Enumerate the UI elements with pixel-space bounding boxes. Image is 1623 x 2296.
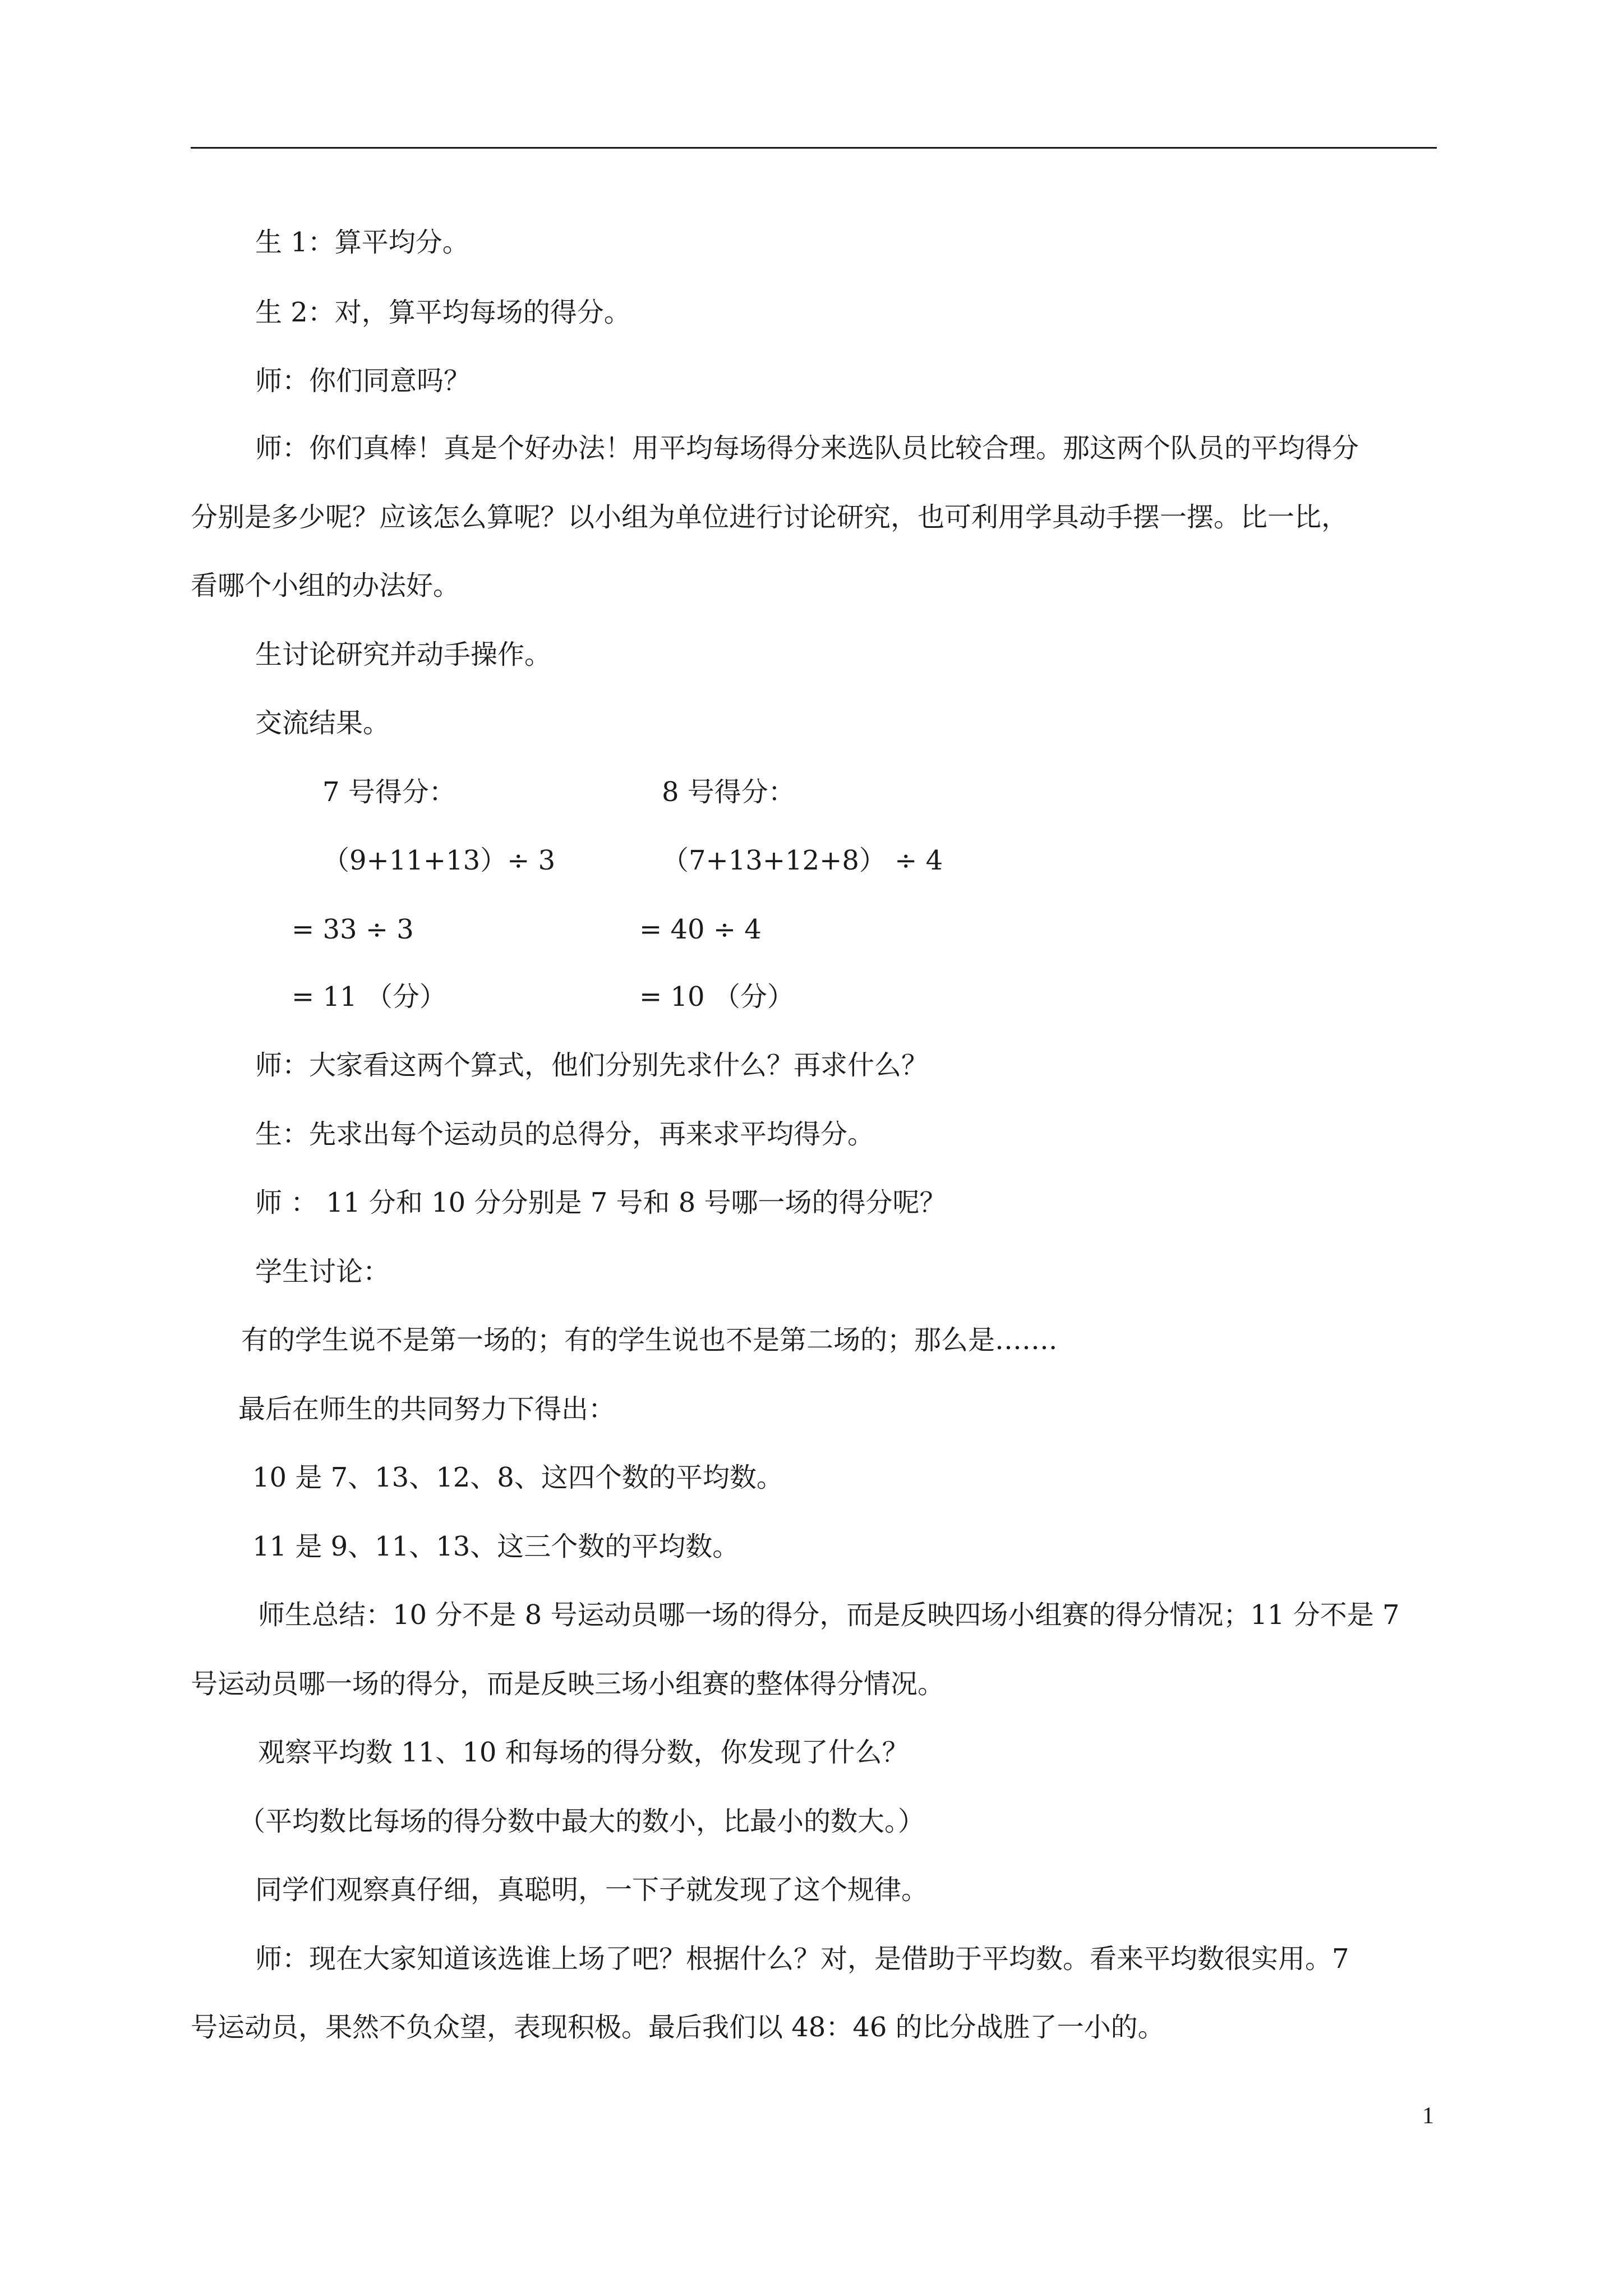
text-line: 生 2：对，算平均每场的得分。 [255, 297, 631, 328]
text-line: 生 1：算平均分。 [255, 227, 469, 258]
text-line: 师：大家看这两个算式，他们分别先求什么？再求什么？ [255, 1050, 929, 1081]
text-line: 11 是 9、11、13、这三个数的平均数。 [252, 1531, 740, 1562]
text-line: 学生讨论： [255, 1256, 390, 1287]
text-line: 看哪个小组的办法好。 [191, 570, 460, 601]
text-line: 最后在师生的共同努力下得出： [238, 1393, 616, 1425]
calc-left-heading: 7 号得分： [322, 776, 456, 808]
text-line: 师 ： 11 分和 10 分分别是 7 号和 8 号哪一场的得分呢？ [255, 1187, 947, 1218]
text-line: 师：你们同意吗？ [255, 365, 471, 397]
text-line: 师：现在大家知道该选谁上场了吧？根据什么？对，是借助于平均数。看来平均数很实用。7 [255, 1943, 1349, 1975]
text-line: 号运动员，果然不负众望，表现积极。最后我们以 48：46 的比分战胜了一小的。 [191, 2012, 1165, 2043]
calc-left-step: （9+11+13）÷ 3 [322, 845, 556, 876]
header-rule [191, 147, 1437, 149]
text-line: 同学们观察真仔细，真聪明，一下子就发现了这个规律。 [255, 1874, 929, 1906]
text-line: 10 是 7、13、12、8、这四个数的平均数。 [252, 1462, 783, 1493]
page-number: 1 [1422, 2103, 1434, 2129]
calc-right-heading: 8 号得分： [662, 776, 795, 808]
text-line: 有的学生说不是第一场的；有的学生说也不是第二场的；那么是……. [241, 1324, 1058, 1356]
text-line: 观察平均数 11、10 和每场的得分数，你发现了什么？ [258, 1737, 909, 1768]
calc-left-step: = 33 ÷ 3 [292, 914, 414, 945]
text-line: （平均数比每场的得分数中最大的数小，比最小的数大。） [238, 1806, 925, 1837]
calc-right-step: = 40 ÷ 4 [639, 914, 762, 945]
text-line: 师生总结：10 分不是 8 号运动员哪一场的得分，而是反映四场小组赛的得分情况；11 分不是 7 [258, 1599, 1400, 1631]
text-line: 生：先求出每个运动员的总得分，再来求平均得分。 [255, 1119, 875, 1150]
text-line: 号运动员哪一场的得分，而是反映三场小组赛的整体得分情况。 [191, 1668, 945, 1700]
text-line: 分别是多少呢？应该怎么算呢？以小组为单位进行讨论研究，也可利用学具动手摆一摆。比一比， [191, 501, 1349, 533]
calc-left-result: = 11 （分） [292, 981, 446, 1013]
calc-right-step: （7+13+12+8） ÷ 4 [662, 845, 943, 876]
text-line: 师：你们真棒！真是个好办法！用平均每场得分来选队员比较合理。那这两个队员的平均得分 [255, 432, 1359, 464]
text-line: 生讨论研究并动手操作。 [255, 639, 552, 670]
calc-right-result: = 10 （分） [639, 981, 794, 1013]
text-line: 交流结果。 [255, 707, 390, 739]
